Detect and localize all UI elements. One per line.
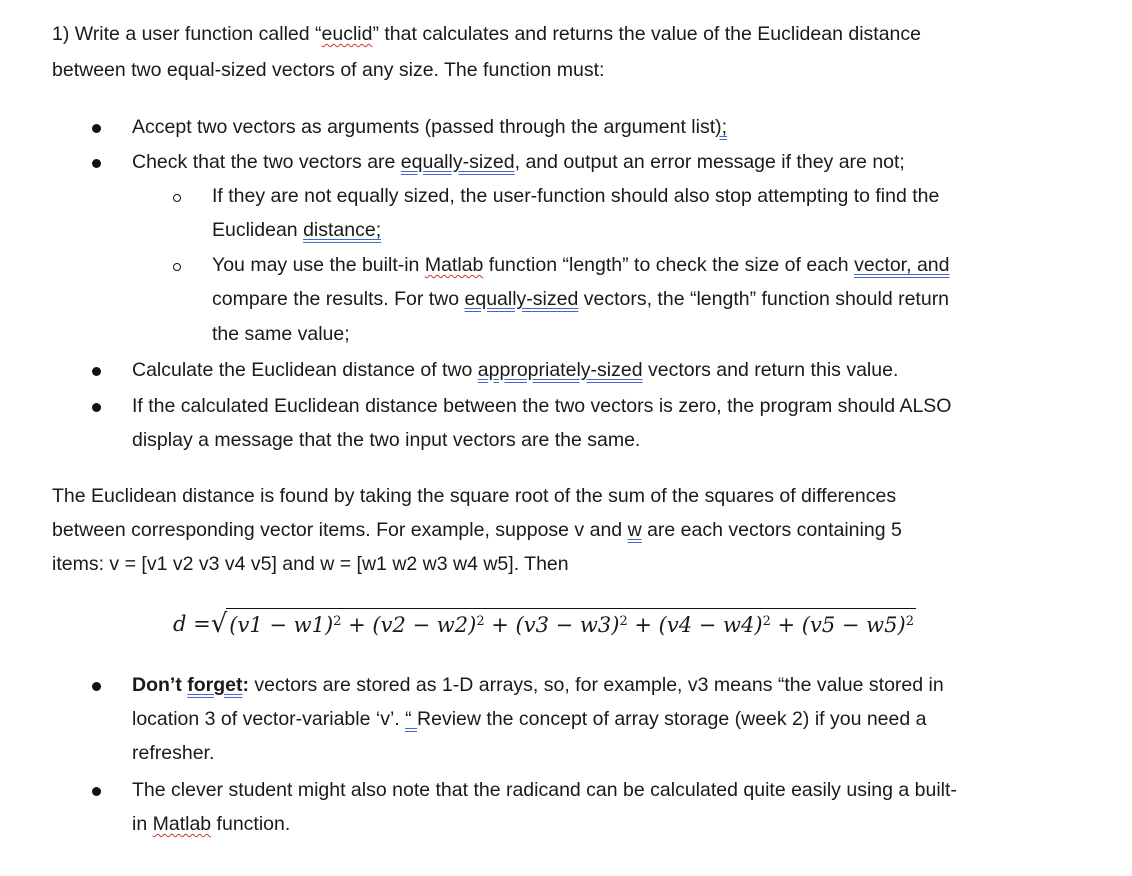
paragraph-line-2: between corresponding vector items. For example, suppose v and w are each vectors containing 5 — [52, 519, 902, 541]
note-dont-forget-line-2: location 3 of vector-variable ‘v’. “ Review the concept of array storage (week 2) if you need a — [132, 708, 927, 730]
note-clever-line-2: in Matlab function. — [132, 813, 291, 835]
sub-bullet-stop-line-1: If they are not equally sized, the user-function should also stop attempting to find the — [212, 185, 940, 207]
formula-term: + (v2 − w2) — [341, 613, 477, 637]
formula-term: + (v5 − w5) — [770, 613, 906, 637]
intro-line-1: 1) Write a user function called “euclid” that calculates and returns the value of the Euclidean distance — [52, 23, 921, 45]
paragraph-line-3: items: v = [v1 v2 v3 v4 v5] and w = [w1 w2 w3 w4 w5]. Then — [52, 553, 569, 575]
note-dont-forget-line-3: refresher. — [132, 742, 215, 764]
sub-bullet-length-line-2: compare the results. For two equally-sized vectors, the “length” function should return — [212, 288, 950, 310]
bullet-icon — [92, 403, 101, 412]
sub-bullet-icon — [173, 194, 181, 202]
sub-bullet-stop-line-2: Euclidean distance; — [212, 219, 382, 241]
sub-bullet-length-line-1: You may use the built-in Matlab function “length” to check the size of each vector, and — [212, 254, 950, 276]
bullet-check-size: Check that the two vectors are equally-sized, and output an error message if they are not; — [132, 151, 905, 173]
bullet-icon — [92, 787, 101, 796]
sub-bullet-length-line-3: the same value; — [212, 323, 350, 345]
formula-term: (v1 − w1) — [229, 613, 334, 637]
bullet-icon — [92, 682, 101, 691]
spellcheck-word: euclid — [321, 23, 373, 45]
bullet-zero-distance-line-2: display a message that the two input vectors are the same. — [132, 429, 641, 451]
bullet-calculate: Calculate the Euclidean distance of two appropriately-sized vectors and return this value. — [132, 359, 899, 381]
formula-term: + (v4 − w4) — [627, 613, 763, 637]
euclidean-formula — [173, 608, 916, 637]
note-clever-line-1: The clever student might also note that the radicand can be calculated quite easily using a built- — [132, 779, 957, 801]
note-dont-forget-line-1: Don’t forget: vectors are stored as 1-D arrays, so, for example, v3 means “the value stored in — [132, 674, 944, 696]
formula-term: + (v3 − w3) — [484, 613, 620, 637]
bullet-accept-args: Accept two vectors as arguments (passed through the argument list); — [132, 116, 728, 138]
bullet-icon — [92, 159, 101, 168]
paragraph-line-1: The Euclidean distance is found by taking the square root of the sum of the squares of differences — [52, 485, 897, 507]
intro-line-2: between two equal-sized vectors of any size. The function must: — [52, 59, 605, 81]
formula-lhs: d = — [173, 612, 211, 636]
bullet-zero-distance-line-1: If the calculated Euclidean distance between the two vectors is zero, the program should ALSO — [132, 395, 952, 417]
bullet-icon — [92, 367, 101, 376]
sqrt-icon: √ — [210, 609, 228, 639]
sub-bullet-icon — [173, 263, 181, 271]
formula-radicand: $(v1 - w1)^2 + (v2 - w2)^2 + (v3 - w3)^2 + (v4 - w4)^2 + (v5 - w5)^2$ — [226, 608, 916, 637]
bullet-icon — [92, 124, 101, 133]
